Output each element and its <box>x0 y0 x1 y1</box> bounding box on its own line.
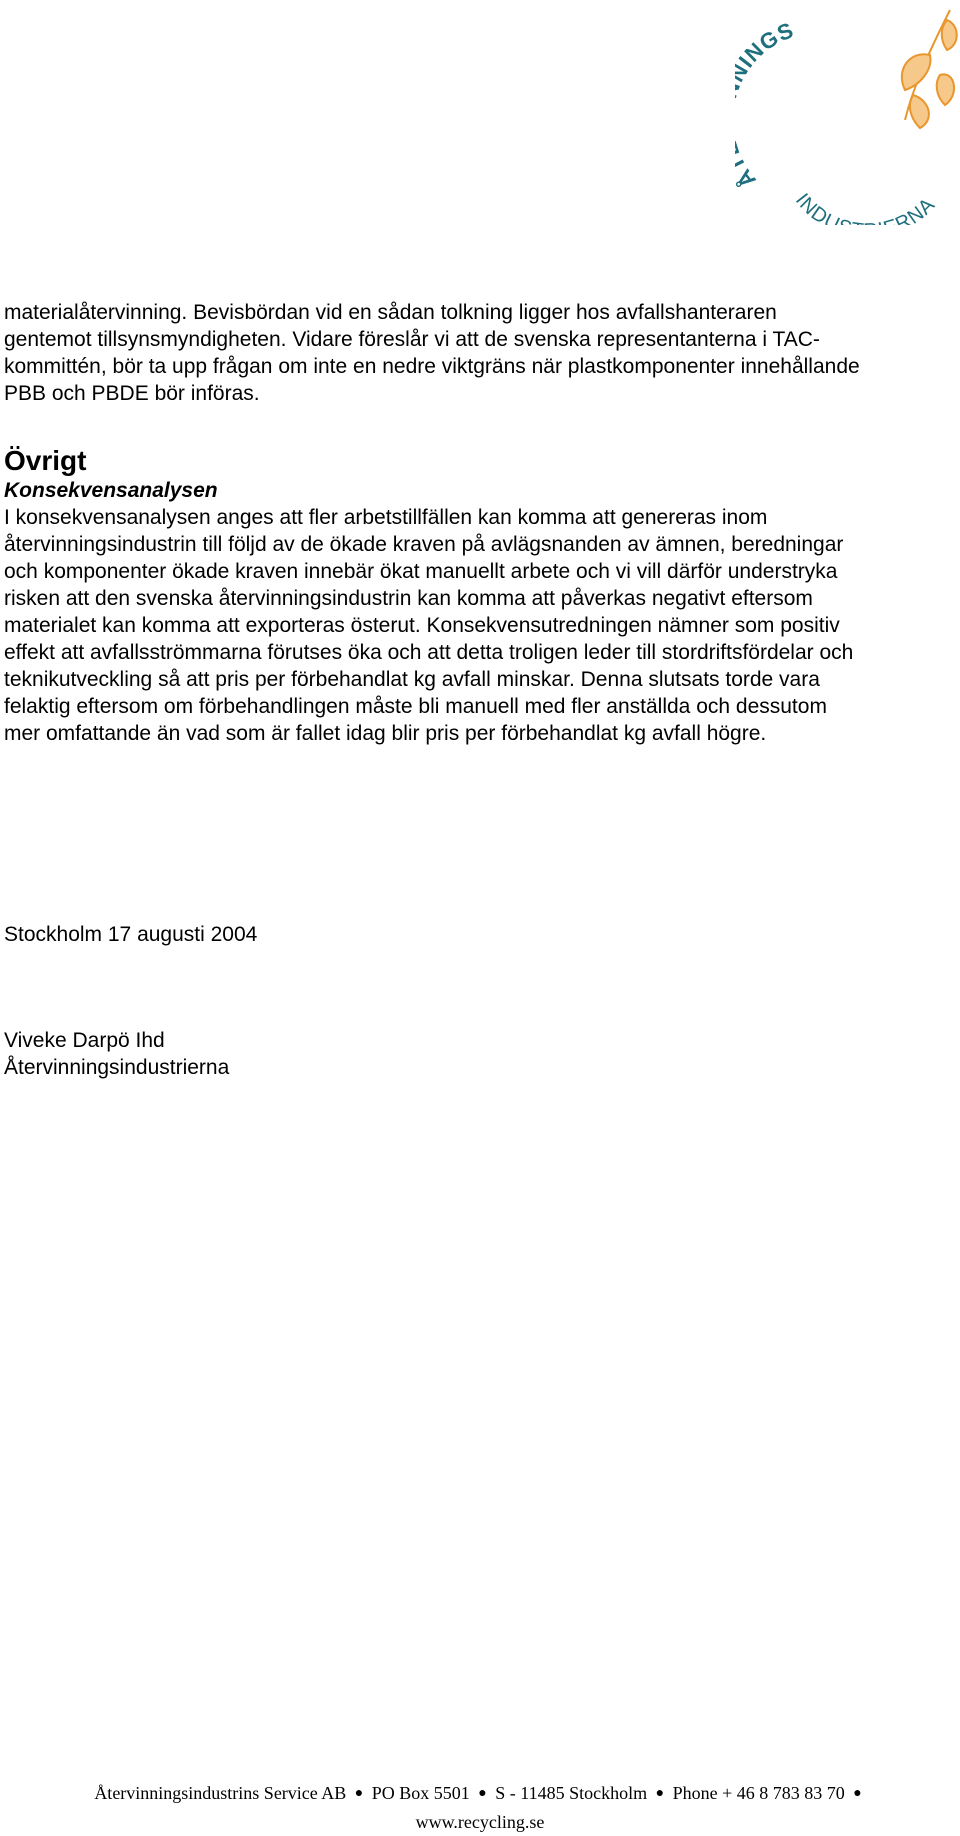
body-line: materialet kan komma att exporteras österut. Konsekvensutredningen nämner som positiv <box>4 614 840 637</box>
footer-po-box: PO Box 5501 <box>371 1783 470 1803</box>
footer-phone: Phone + 46 8 783 83 70 <box>672 1783 845 1803</box>
body-line: teknikutveckling så att pris per förbehandlat kg avfall minskar. Denna slutsats torde vara <box>4 668 820 691</box>
bullet-separator-icon: ● <box>478 1786 487 1801</box>
intro-paragraph <box>4 299 954 407</box>
body-line: I konsekvensanalysen anges att fler arbetstillfällen kan komma att genereras inom <box>4 506 768 529</box>
intro-line: PBB och PBDE bör införas. <box>4 382 260 405</box>
footer-company: Återvinningsindustrins Service AB <box>94 1783 347 1803</box>
page-footer <box>0 1780 960 1836</box>
bullet-separator-icon: ● <box>655 1786 665 1801</box>
document-body <box>4 299 954 747</box>
body-line: felaktig eftersom om förbehandlingen måste bli manuell med fler anställda och dessutom <box>4 695 827 718</box>
section-heading: Övrigt <box>4 445 87 476</box>
body-line: effekt att avfallsströmmarna förutses öka och att detta troligen leder till stordriftsfördelar och <box>4 641 854 664</box>
logo-text-top: INGS <box>735 17 798 73</box>
subheading: Konsekvensanalysen <box>4 479 218 502</box>
footer-website[interactable]: www.recycling.se <box>415 1812 545 1832</box>
intro-line: materialåtervinning. Bevisbördan vid en sådan tolkning ligger hos avfallshanteraren <box>4 301 777 324</box>
body-line: risken att den svenska återvinningsindustrin kan komma att påverkas negativt eftersom <box>4 587 813 610</box>
logo-text-bottom: INDU RNA <box>790 189 940 225</box>
body-line: återvinningsindustrin till följd av de ökade kraven på avlägsnanden av ämnen, beredningar <box>4 533 844 556</box>
bullet-separator-icon: ● <box>354 1786 364 1801</box>
footer-city: S - 11485 Stockholm <box>495 1783 648 1803</box>
body-paragraph <box>4 504 954 747</box>
body-line: och komponenter ökade kraven innebär ökat manuellt arbete och vi vill därför understryka <box>4 560 838 583</box>
footer-contact-line <box>0 1780 960 1809</box>
body-line: mer omfattande än vad som är fallet idag blir pris per förbehandlat kg avfall högre. <box>4 722 767 745</box>
signer-organization: Återvinningsindustrierna <box>4 1056 230 1079</box>
signature-block <box>4 1027 229 1081</box>
signer-name: Viveke Darpö Ihd <box>4 1029 165 1052</box>
svg-text:INDUSTRIERNA <box>791 190 940 225</box>
bullet-separator-icon: ● <box>853 1786 862 1801</box>
company-logo <box>735 0 960 225</box>
intro-line: gentemot tillsynsmyndigheten. Vidare föreslår vi att de svenska representanterna i TAC- <box>4 328 820 351</box>
intro-line: kommittén, bör ta upp frågan om inte en nedre viktgräns när plastkomponenter innehållande <box>4 355 860 378</box>
leaf-icon <box>902 10 957 128</box>
svg-text:ÅTERVINNINGS <box>735 17 797 193</box>
dateline: Stockholm 17 augusti 2004 <box>4 923 258 946</box>
recycling-logo-icon <box>735 0 960 225</box>
